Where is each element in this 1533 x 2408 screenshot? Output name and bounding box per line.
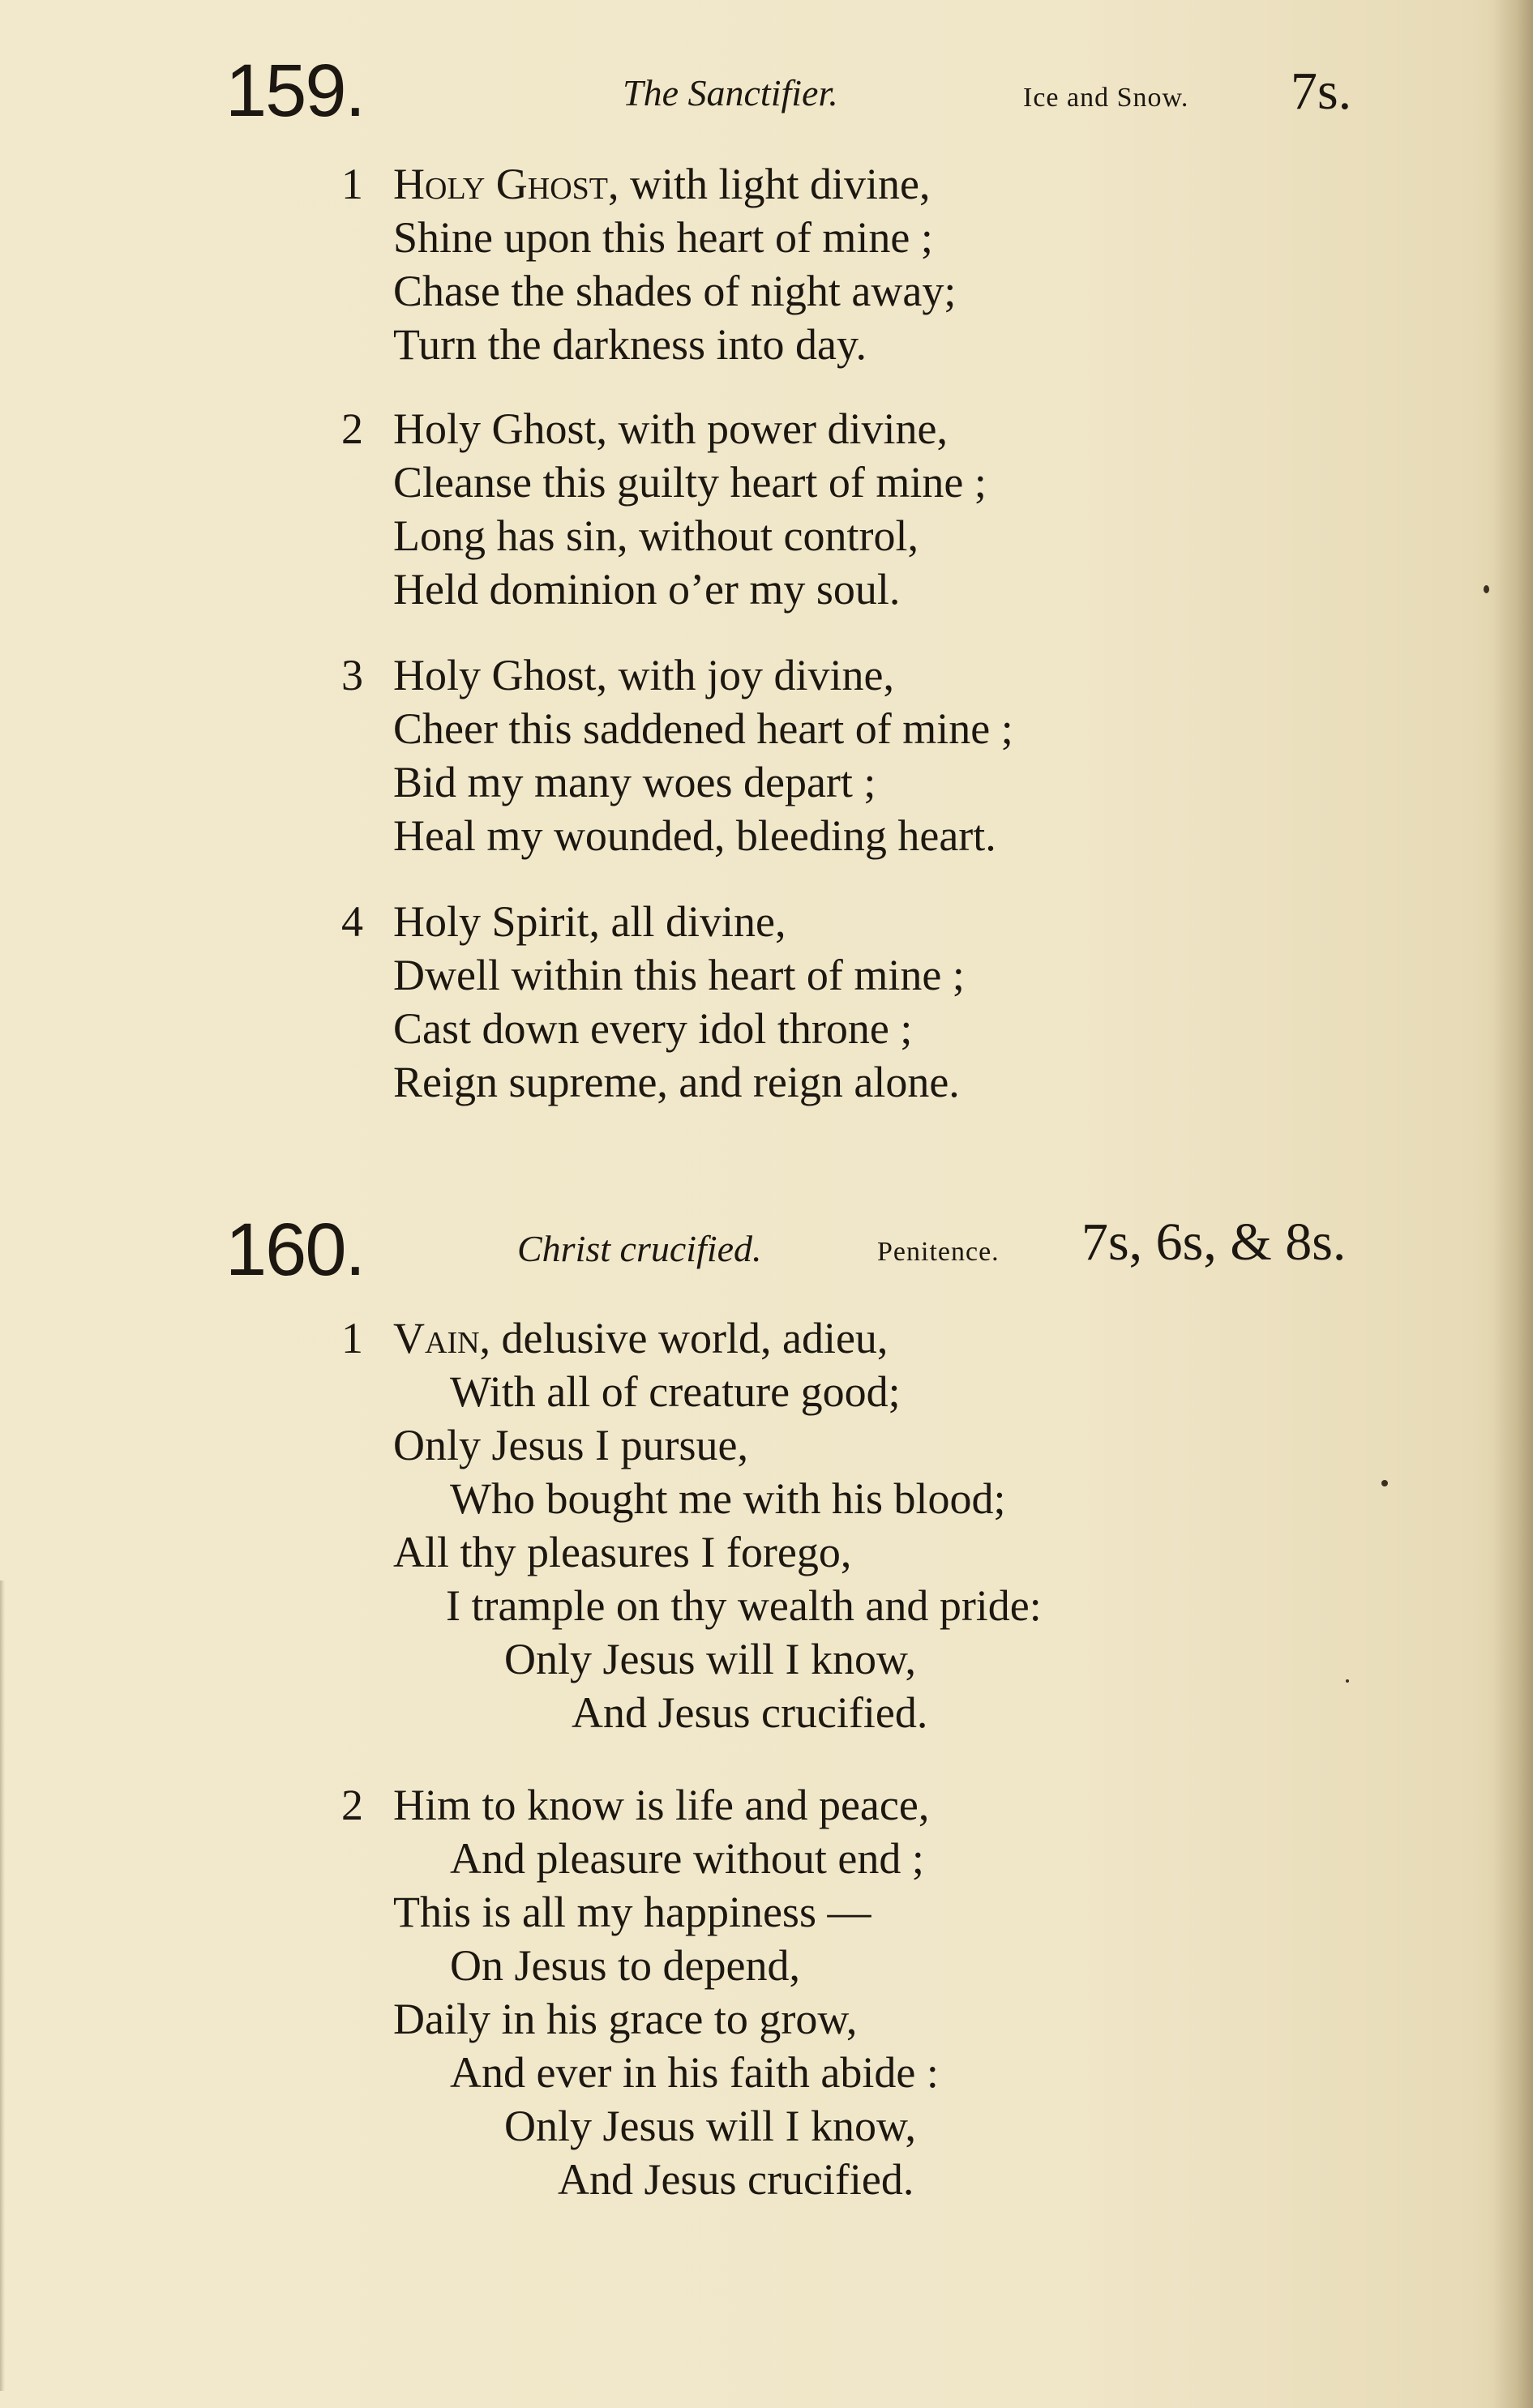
verse-line-rest: delusive world, adieu,	[490, 1314, 889, 1362]
verse-line	[393, 162, 931, 206]
verse-line: Daily in his grace to grow,	[393, 1995, 858, 2043]
verse-line: Who bought me with his blood;	[450, 1474, 1006, 1523]
verse-line	[393, 1316, 888, 1360]
verse-line: And Jesus crucified.	[572, 1688, 928, 1737]
verse-line: Holy Spirit, all divine,	[393, 897, 786, 946]
verse-line: Only Jesus will I know,	[504, 1635, 916, 1683]
verse-line: Shine upon this heart of mine ;	[393, 213, 933, 262]
verse-line: Only Jesus I pursue,	[393, 1421, 748, 1469]
page-gutter-shadow	[1492, 0, 1533, 2408]
hymn-meter: 7s, 6s, & 8s.	[1081, 1213, 1347, 1272]
verse-line: Holy Ghost, with joy divine,	[393, 651, 894, 699]
verse-number: 1	[341, 160, 363, 208]
verse-line: I trample on thy wealth and pride:	[446, 1581, 1042, 1630]
verse-number: 1	[341, 1314, 363, 1362]
verse-line: And pleasure without end ;	[450, 1834, 924, 1883]
verse-number: 2	[341, 404, 363, 453]
verse-number: 4	[341, 897, 363, 946]
hymn-meter: 7s.	[1291, 62, 1352, 121]
page-edge-shadow	[0, 1580, 5, 2391]
verse-line: Bid my many woes depart ;	[393, 758, 876, 806]
verse-line: Held dominion o’er my soul.	[393, 565, 901, 614]
verse-line: On Jesus to depend,	[450, 1941, 800, 1990]
hymn-title: Christ crucified.	[517, 1228, 762, 1269]
hymn-tune: Ice and Snow.	[1023, 83, 1189, 113]
hymn-number: 159.	[225, 49, 365, 132]
verse-first-word: Vain,	[393, 1314, 491, 1362]
verse-line: With all of creature good;	[450, 1367, 901, 1416]
verse-line: Cleanse this guilty heart of mine ;	[393, 458, 987, 507]
verse-line: Holy Ghost, with power divine,	[393, 404, 948, 453]
verse-line-rest: with light divine,	[619, 160, 931, 208]
verse-line: Heal my wounded, bleeding heart.	[393, 811, 996, 860]
verse-line: Turn the darkness into day.	[393, 320, 867, 369]
verse-first-word: Holy Ghost,	[393, 160, 619, 208]
verse-line: All thy pleasures I forego,	[393, 1528, 852, 1576]
ink-speck	[1484, 585, 1489, 593]
verse-line: And Jesus crucified.	[558, 2155, 914, 2204]
ink-speck	[1346, 1679, 1349, 1683]
verse-number: 2	[341, 1781, 363, 1829]
verse-line: Long has sin, without control,	[393, 511, 919, 560]
verse-line: Him to know is life and peace,	[393, 1781, 930, 1829]
verse-line: This is all my happiness —	[393, 1888, 871, 1936]
verse-line: Only Jesus will I know,	[504, 2102, 916, 2150]
verse-line: Reign supreme, and reign alone.	[393, 1058, 960, 1106]
verse-number: 3	[341, 651, 363, 699]
hymn-title: The Sanctifier.	[623, 72, 838, 113]
hymn-tune: Penitence.	[877, 1237, 1000, 1267]
hymn-number: 160.	[225, 1208, 365, 1291]
verse-line: Dwell within this heart of mine ;	[393, 951, 965, 999]
verse-line: Cheer this saddened heart of mine ;	[393, 704, 1013, 753]
verse-line: And ever in his faith abide :	[450, 2048, 939, 2097]
verse-line: Chase the shades of night away;	[393, 267, 957, 315]
verse-line: Cast down every idol throne ;	[393, 1004, 913, 1053]
ink-speck	[1381, 1480, 1388, 1486]
